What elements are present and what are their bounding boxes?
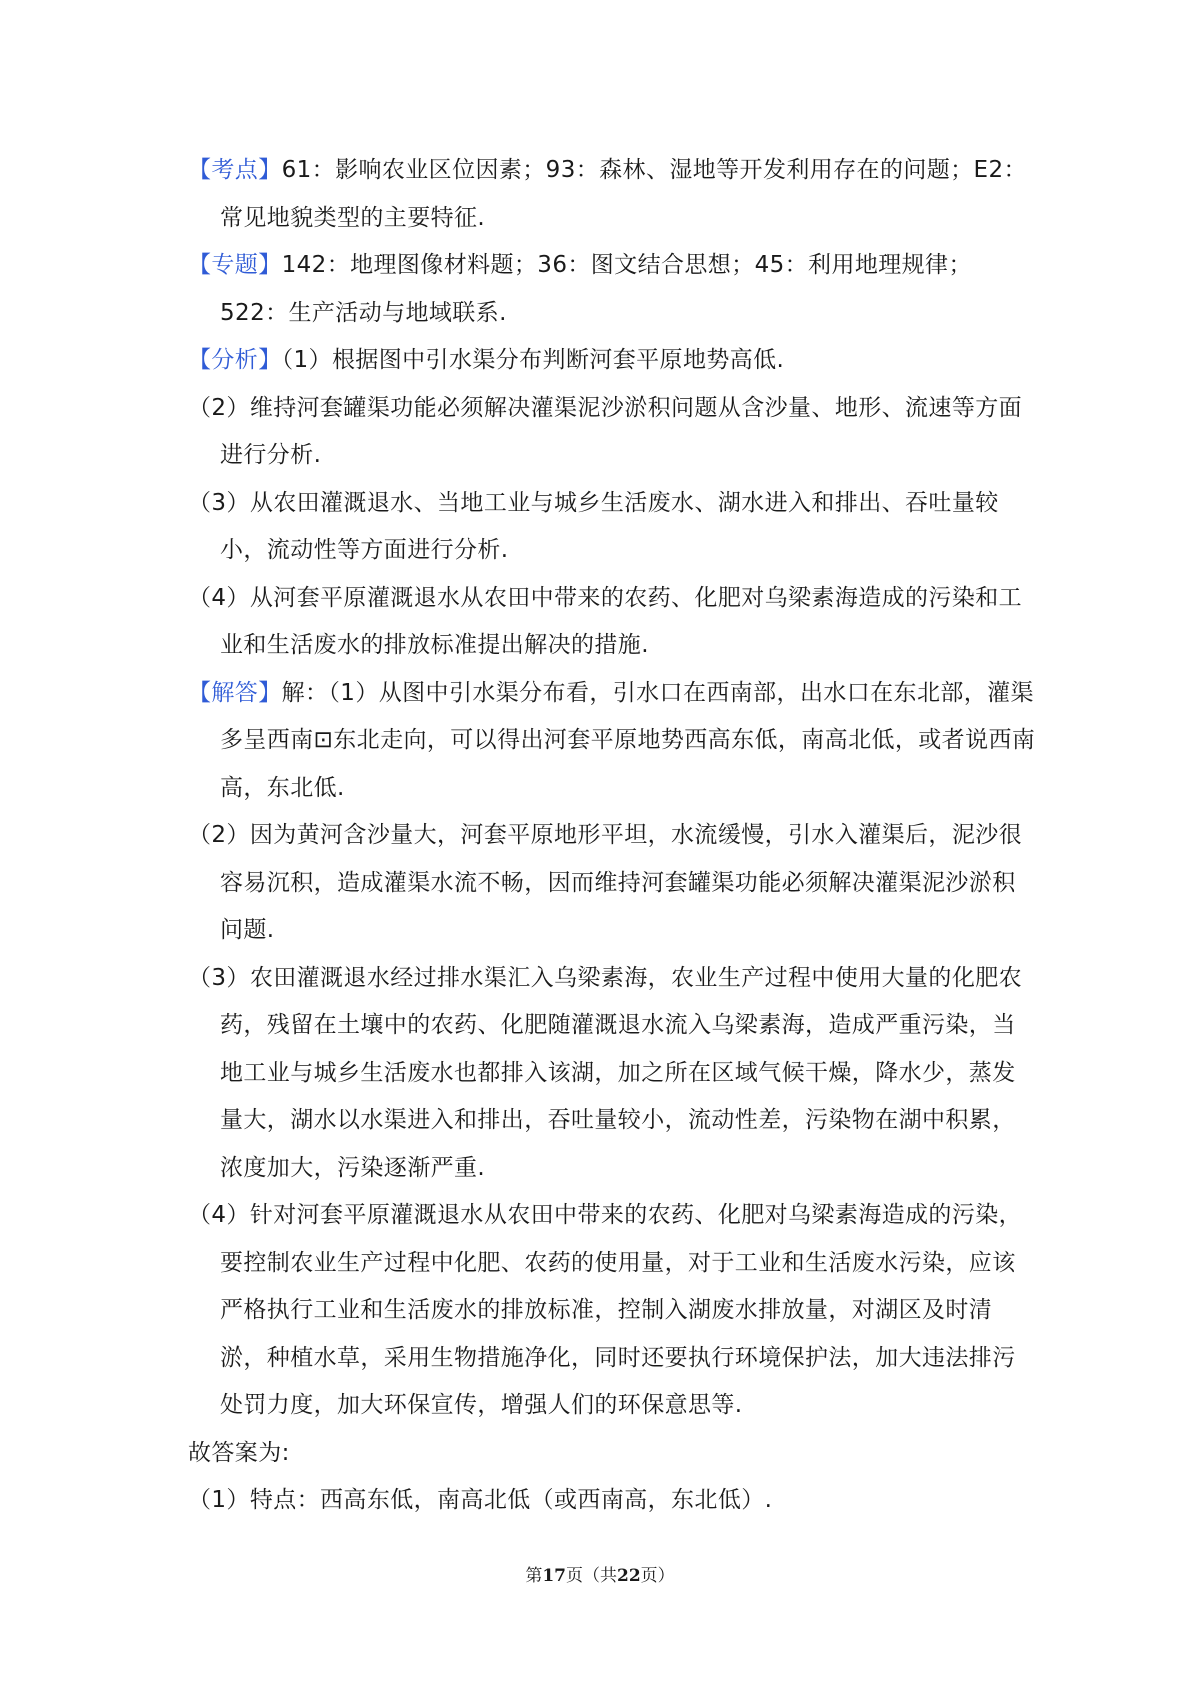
zhuanti-text: 142：地理图像材料题；36：图文结合思想；45：利用地理规律；522：生产活动与地域联系.	[220, 252, 972, 326]
fenxi-item-4: （4）从河套平原灌溉退水从农田中带来的农药、化肥对乌梁素海造成的污染和工业和生活废水的排放标准提出解决的措施.	[188, 584, 1023, 658]
jieda-tag: 【解答】	[188, 679, 282, 706]
footer-total-pages: 22	[617, 1566, 641, 1586]
answer-line-1: （1）特点：西高东低，南高北低（或西南高，东北低）.	[188, 1487, 773, 1513]
jieda-item-2: （2）因为黄河含沙量大，河套平原地形平坦，水流缓慢，引水入灌渠后，泥沙很容易沉积，造成灌渠水流不畅，因而维持河套罐渠功能必须解决灌渠泥沙淤积问题.	[188, 822, 1023, 943]
footer-suffix: 页）	[640, 1566, 675, 1586]
jieda-item-3: （3）农田灌溉退水经过排水渠汇入乌梁素海，农业生产过程中使用大量的化肥农药，残留在土壤中的农药、化肥随灌溉退水流入乌梁素海，造成严重污染，当地工业与城乡生活废水也都排入该湖，加之所在区域气候干燥，降水少，蒸发量大，湖水以水渠进入和排出，吞吐量较小，流动性差，污染物在湖中积累，浓度加大，污染逐渐严重.	[188, 964, 1023, 1181]
zhuanti-paragraph	[188, 242, 1038, 337]
footer-page-number: 17	[542, 1566, 566, 1586]
fenxi-text: （1）根据图中引水渠分布判断河套平原地势高低.	[281, 347, 785, 373]
kaodian-text: 61：影响农业区位因素；93：森林、湿地等开发利用存在的问题；E2：常见地貌类型的主要特征.	[220, 157, 1027, 231]
fenxi-item-2: （2）维持河套罐渠功能必须解决灌渠泥沙淤积问题从含沙量、地形、流速等方面进行分析.	[188, 394, 1023, 468]
fenxi-paragraph	[188, 337, 1038, 385]
page-content	[188, 147, 1038, 1525]
jieda-text: 解：（1）从图中引水渠分布看，引水口在西南部，出水口在东北部，灌渠多呈西南⊡东北走向，可以得出河套平原地势西高东低，南高北低，或者说西南高，东北低.	[220, 679, 1036, 801]
jieda-paragraph	[188, 670, 1038, 813]
kaodian-paragraph	[188, 147, 1038, 242]
kaodian-tag: 【考点】	[188, 157, 282, 183]
zhuanti-tag: 【专题】	[188, 252, 282, 278]
page-footer	[0, 1561, 1200, 1586]
jieda-item-4: （4）针对河套平原灌溉退水从农田中带来的农药、化肥对乌梁素海造成的污染，要控制农业生产过程中化肥、农药的使用量，对于工业和生活废水污染，应该严格执行工业和生活废水的排放标准，控制入湖废水排放量，对湖区及时清淤，种植水草，采用生物措施净化，同时还要执行环境保护法，加大违法排污处罚力度，加大环保宣传，增强人们的环保意思等.	[188, 1202, 1023, 1418]
footer-middle: 页（共	[566, 1566, 617, 1586]
answer-intro: 故答案为:	[188, 1439, 290, 1466]
footer-prefix: 第	[525, 1566, 543, 1586]
fenxi-tag: 【分析】	[188, 347, 282, 373]
fenxi-item-3: （3）从农田灌溉退水、当地工业与城乡生活废水、湖水进入和排出、吞吐量较小，流动性等方面进行分析.	[188, 489, 999, 563]
